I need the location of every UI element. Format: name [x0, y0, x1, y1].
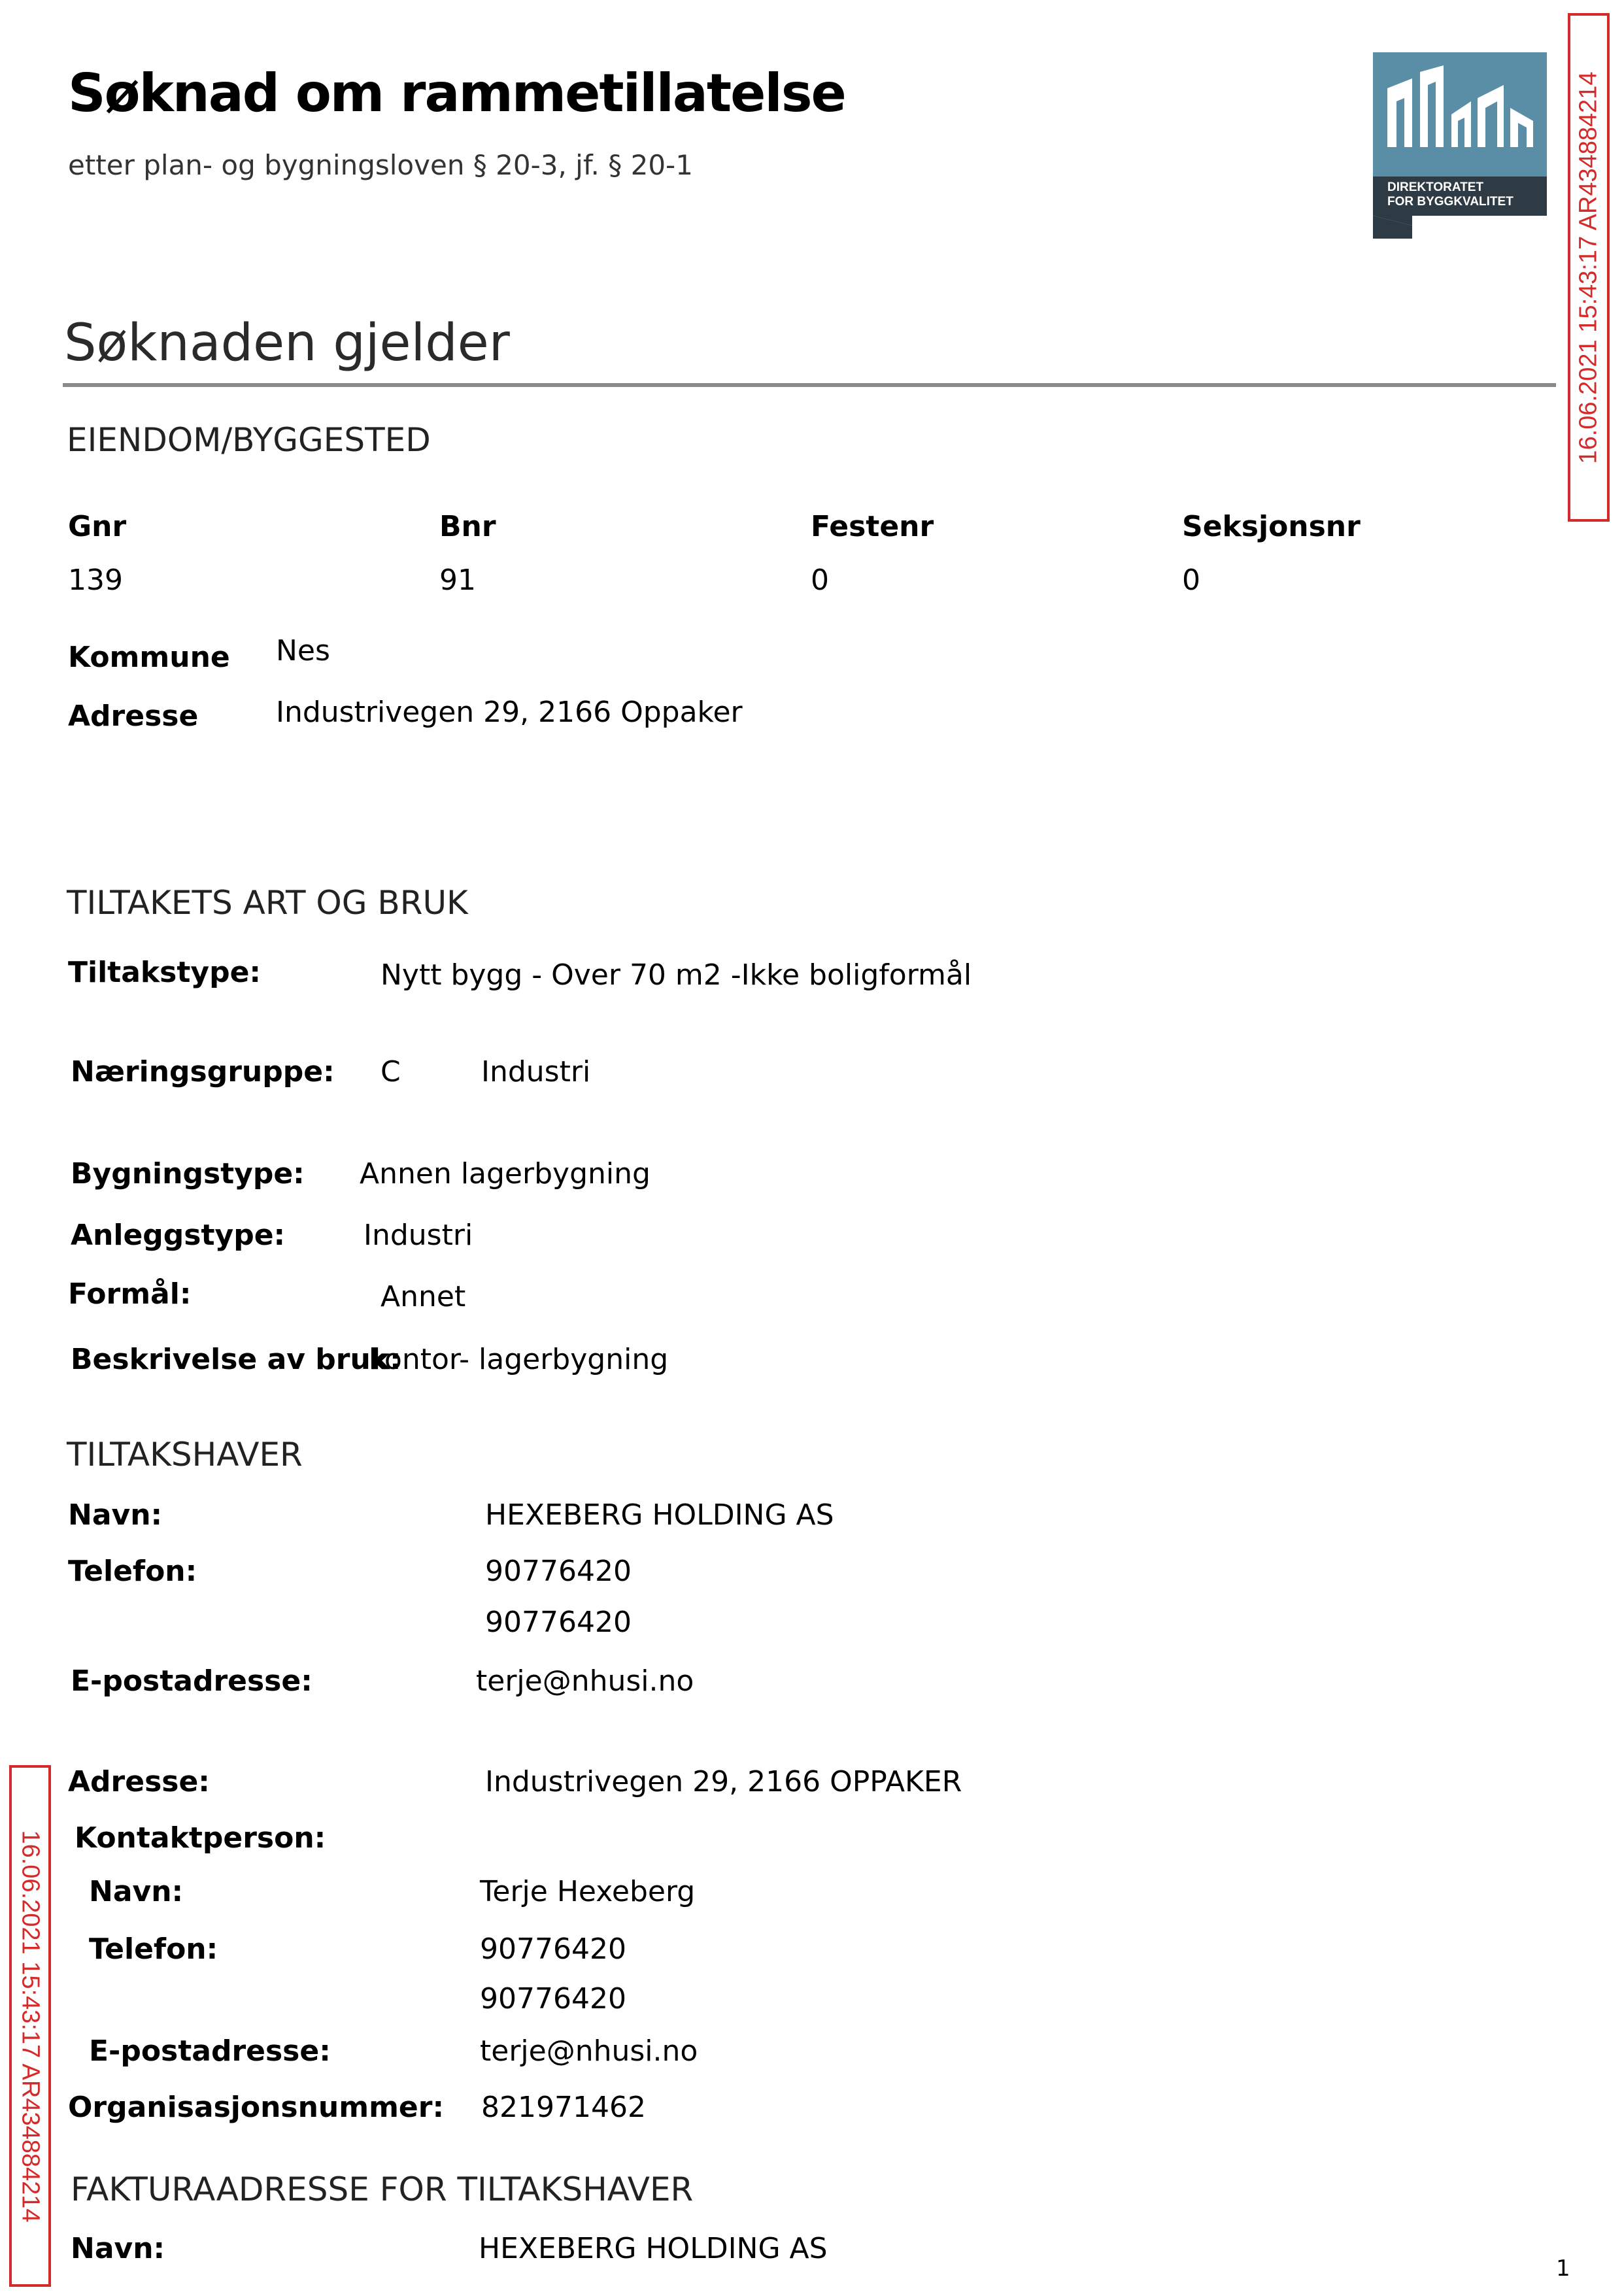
kontaktperson-telefon-label: Telefon: — [89, 1932, 218, 1966]
kontaktperson-telefon-value-2: 90776420 — [480, 1982, 626, 2016]
kontaktperson-epost-value: terje@nhusi.no — [480, 2034, 698, 2068]
bnr-label: Bnr — [439, 510, 496, 543]
beskrivelse-label: Beskrivelse av bruk: — [71, 1343, 401, 1376]
tiltakshaver-epost-value: terje@nhusi.no — [476, 1664, 694, 1698]
kontaktperson-epost-label: E-postadresse: — [89, 2034, 331, 2068]
section-title: Søknaden gjelder — [64, 314, 510, 373]
tiltakshaver-telefon-value-2: 90776420 — [485, 1606, 632, 1639]
date-stamp-left: 16.06.2021 15:43:17 AR434884214 — [9, 1765, 51, 2287]
organisasjonsnummer-value: 821971462 — [481, 2091, 646, 2124]
tiltakshaver-navn-value: HEXEBERG HOLDING AS — [485, 1498, 834, 1532]
document-title: Søknad om rammetillatelse — [68, 63, 845, 124]
naeringsgruppe-label: Næringsgruppe: — [71, 1055, 335, 1088]
svg-text:DIREKTORATET: DIREKTORATET — [1387, 180, 1484, 194]
section-divider — [63, 383, 1556, 387]
tiltakshaver-heading: TILTAKSHAVER — [67, 1436, 303, 1474]
seksjonsnr-label: Seksjonsnr — [1182, 510, 1361, 543]
dibk-logo — [1373, 52, 1547, 239]
naeringsgruppe-value: Industri — [481, 1055, 591, 1088]
document-subtitle: etter plan- og bygningsloven § 20-3, jf. § 20-1 — [68, 149, 693, 181]
kontaktperson-label: Kontaktperson: — [75, 1821, 326, 1855]
tiltakshaver-telefon-value: 90776420 — [485, 1555, 632, 1588]
bnr-value: 91 — [439, 564, 476, 597]
tiltakshaver-epost-label: E-postadresse: — [71, 1664, 313, 1698]
formal-label: Formål: — [68, 1277, 192, 1311]
adresse-label: Adresse — [68, 700, 199, 733]
date-stamp-right: 16.06.2021 15:43:17 AR434884214 — [1568, 13, 1610, 522]
kommune-label: Kommune — [68, 641, 230, 674]
tiltakshaver-adresse-label: Adresse: — [68, 1765, 210, 1798]
faktura-heading: FAKTURAADRESSE FOR TILTAKSHAVER — [71, 2170, 694, 2208]
kontaktperson-telefon-value: 90776420 — [480, 1932, 626, 1966]
page-number: 1 — [1556, 2255, 1570, 2282]
tiltakshaver-adresse-value: Industrivegen 29, 2166 OPPAKER — [485, 1765, 962, 1798]
svg-text:FOR BYGGKVALITET: FOR BYGGKVALITET — [1387, 195, 1514, 209]
tiltak-heading: TILTAKETS ART OG BRUK — [67, 884, 468, 922]
building-logo-icon — [1373, 52, 1547, 239]
tiltakshaver-navn-label: Navn: — [68, 1498, 163, 1532]
festenr-value: 0 — [811, 564, 829, 597]
formal-value: Annet — [381, 1280, 466, 1313]
anleggstype-label: Anleggstype: — [71, 1219, 286, 1252]
kontaktperson-navn-label: Navn: — [89, 1875, 184, 1908]
gnr-label: Gnr — [68, 510, 127, 543]
kontaktperson-navn-value: Terje Hexeberg — [480, 1875, 696, 1908]
organisasjonsnummer-label: Organisasjonsnummer: — [68, 2091, 445, 2124]
gnr-value: 139 — [68, 564, 123, 597]
faktura-navn-label: Navn: — [71, 2232, 165, 2265]
naeringsgruppe-code: C — [381, 1055, 401, 1088]
kommune-value: Nes — [276, 634, 330, 667]
beskrivelse-value: kontor- lagerbygning — [369, 1343, 669, 1376]
bygningstype-label: Bygningstype: — [71, 1157, 305, 1190]
tiltakshaver-telefon-label: Telefon: — [68, 1555, 197, 1588]
anleggstype-value: Industri — [364, 1219, 473, 1252]
eiendom-heading: EIENDOM/BYGGESTED — [67, 421, 431, 459]
tiltakstype-value: Nytt bygg - Over 70 m2 -Ikke boligformål — [381, 958, 972, 992]
festenr-label: Festenr — [811, 510, 934, 543]
bygningstype-value: Annen lagerbygning — [360, 1157, 651, 1190]
tiltakstype-label: Tiltakstype: — [68, 956, 262, 989]
seksjonsnr-value: 0 — [1182, 564, 1200, 597]
faktura-navn-value: HEXEBERG HOLDING AS — [479, 2232, 828, 2265]
adresse-value: Industrivegen 29, 2166 Oppaker — [276, 696, 743, 729]
